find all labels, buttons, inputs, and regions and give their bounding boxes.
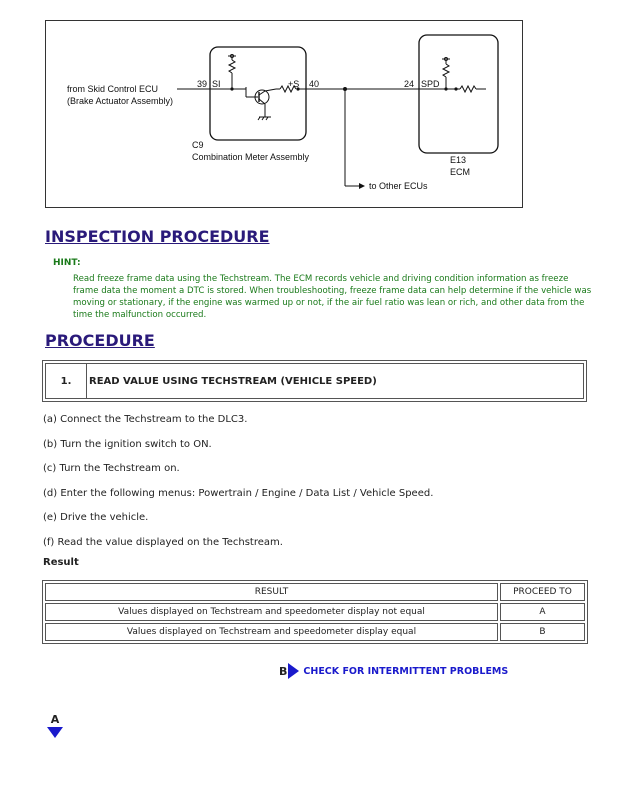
combination-meter-box [210, 47, 306, 140]
step-b: (b) Turn the ignition switch to ON. [43, 439, 212, 450]
header-proceed-to: PROCEED TO [500, 583, 585, 601]
row-2-proceed: B [500, 623, 585, 641]
hint-text: Read freeze frame data using the Techstream. The ECM records vehicle and driving condition information as freeze frame data the moment a DTC is stored. When troubleshooting, freeze frame data can help determine if the vehicle was moving or stationary, if the engine was warmed up or not, if the air fuel ratio was lean or rich, and other data from the time the malfunction occurred. [73, 274, 592, 320]
header-result: RESULT [45, 583, 498, 601]
table-row [45, 603, 585, 621]
pin-si: SI [212, 79, 221, 89]
spd-pullup-resistor [443, 64, 449, 77]
other-ecus-arrow [359, 183, 365, 189]
step-a: (a) Connect the Techstream to the DLC3. [43, 414, 248, 425]
ecm-code: E13 [450, 155, 467, 165]
check-intermittent-problems-link[interactable]: CHECK FOR INTERMITTENT PROBLEMS [303, 665, 509, 677]
step-number: 1. [46, 364, 87, 398]
procedure-heading: PROCEDURE [45, 331, 155, 350]
step-c: (c) Turn the Techstream on. [43, 463, 180, 474]
pin-39: 39 [197, 79, 208, 89]
arrow-down-icon[interactable] [47, 727, 63, 738]
pin-spd: SPD [421, 79, 440, 89]
spd-resistor [460, 86, 476, 92]
nav-b-letter: B [279, 664, 288, 678]
step-e: (e) Drive the vehicle. [43, 512, 149, 523]
wiring-diagram-svg [46, 21, 524, 209]
row-1-result: Values displayed on Techstream and speedometer display not equal [45, 603, 498, 621]
wiring-diagram [45, 20, 523, 208]
hint-label: HINT: [53, 258, 81, 268]
left-label-1: from Skid Control ECU [67, 84, 159, 94]
meter-code: C9 [192, 140, 204, 150]
step-1-header [42, 360, 587, 402]
si-resistor [229, 60, 235, 73]
ecm-box [419, 35, 498, 153]
step-d: (d) Enter the following menus: Powertrain / Engine / Data List / Vehicle Speed. [43, 488, 434, 499]
pin-24: 24 [404, 79, 415, 89]
other-ecus-label: to Other ECUs [369, 181, 428, 191]
result-label: Result [43, 557, 79, 568]
pin-40: 40 [309, 79, 320, 89]
nav-a-group[interactable] [47, 713, 63, 738]
arrow-right-icon[interactable] [288, 663, 299, 679]
plus-s-label: +S [288, 79, 300, 89]
step-f: (f) Read the value displayed on the Techstream. [43, 537, 283, 548]
table-header-row [45, 583, 585, 601]
nav-a-letter: A [50, 713, 60, 726]
meter-name: Combination Meter Assembly [192, 152, 310, 162]
table-row [45, 623, 585, 641]
ecm-name: ECM [450, 167, 470, 177]
row-1-proceed: A [500, 603, 585, 621]
inspection-procedure-heading: INSPECTION PROCEDURE [45, 227, 270, 246]
row-2-result: Values displayed on Techstream and speedometer display equal [45, 623, 498, 641]
step-title: READ VALUE USING TECHSTREAM (VEHICLE SPEED) [89, 375, 377, 387]
nav-b-group[interactable] [279, 663, 508, 679]
left-label-2: (Brake Actuator Assembly) [67, 96, 174, 106]
result-table [42, 580, 588, 644]
